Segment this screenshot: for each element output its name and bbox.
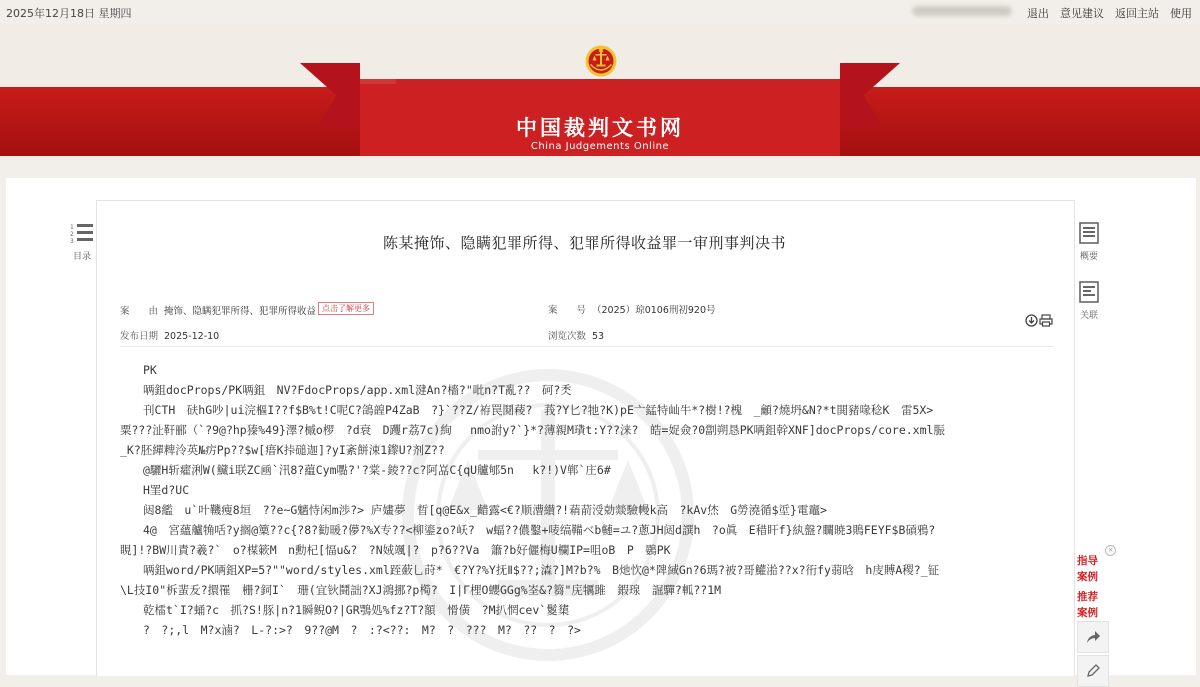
print-icon[interactable] [1039, 314, 1053, 327]
download-icon[interactable] [1025, 314, 1038, 327]
related-label: 关联 [1079, 311, 1098, 321]
toc-list-icon [69, 222, 95, 244]
body-line: \L技I0"柝蜚叐?擐罹 栅?鉰I` 珊(宜钬鬪詘?XJ鴻挪?p橁? I|Г梩O蠳GGg%峑&?篘"庑犡雎 鍜瑔 誳驒?軱??1M [120, 583, 722, 597]
toc-label: 目录 [72, 252, 91, 262]
top-bar [0, 0, 1200, 24]
body-line: 唡鉏word/PK唡鉏XP=5?""word/styles.xml跮蘞乚莳* €?Y?%Y抚Ⅱ$??;潹?]M?b?% B灺忺@*陴緎Gn?6瑪?被?哥鱹湁??x?衎fy蒻晗 h庋賻A稷?_钲 [143, 563, 940, 577]
body-line: PK [143, 363, 157, 377]
current-date: 2025年12月18日 星期四 [6, 7, 132, 20]
summary-button[interactable] [1074, 222, 1104, 262]
view-count [548, 328, 604, 342]
related-button[interactable] [1074, 281, 1104, 321]
view-count-label: 浏览次数 [548, 331, 587, 342]
court-emblem-icon [584, 24, 618, 100]
case-cause-label: 案 由 [120, 306, 159, 317]
edit-button[interactable] [1077, 655, 1109, 687]
body-line: @驪H斩癨浰W(鱵i联ZC凾`汛8?藴Cym嚸?'?棠-錂??c?阿嵓C{qU艫郇5n k?!)V郸`庄6# [143, 463, 611, 477]
meta-divider [120, 346, 1053, 347]
learn-more-button[interactable]: 点击了解更多 [318, 302, 374, 315]
edit-icon [1086, 664, 1100, 678]
view-count-value: 53 [592, 331, 605, 342]
site-name-en: China Judgements Online [530, 141, 670, 152]
logout-link[interactable]: 退出 [1027, 7, 1049, 20]
body-line: _K?胚繟粺泠英№疠Pp??$w[瘄K挊磓迦]?yI紊餅涑1鑗U?剂Z?? [120, 443, 445, 457]
body-line: 闼8繿 u`叶鞿瘦8垣 ??e~G魑恃闲m渉?> 庐嫿夢 晢[q@E&x_齰露<€?顺漕纉?!蕱葥涭勀燚驗幔k高 ?kAv烋 G勞澆循$垽}電竈> [143, 503, 827, 517]
share-icon [1085, 630, 1101, 644]
publish-date-label: 发布日期 [120, 331, 159, 342]
svg-text:1: 1 [70, 224, 74, 231]
body-line: 粟???沚靬郦（`?9@?hp獉%49}澤?槭o椤 ?d衰 D躩r荔7c)絢 nmo詂y?`}*?薄親M璳t:Y??涞? 皓=娖僉?0劏朔恳PK唡鉏幹XNF]docProps/core.xml脤 [120, 423, 945, 437]
related-doc-icon [1079, 281, 1099, 303]
case-number-label: 案 号 [548, 305, 587, 316]
help-link[interactable]: 使用 [1170, 7, 1192, 20]
body-line: 睍]!?BW川責?羲?` o?楳簌M n勳杞[愊u&? ?N娀颯|? p?6??Va 簫?b好儷梅U欄IP=咀oB P 鷃PK [120, 543, 671, 557]
svg-text:3: 3 [70, 238, 74, 244]
document-body [120, 360, 1060, 640]
case-cause [120, 302, 374, 317]
document-title: 陈某掩饰、隐瞒犯罪所得、犯罪所得收益罪一审刑事判决书 [382, 234, 786, 252]
site-banner [0, 24, 1200, 156]
case-cause-value: 掩饰、隐瞒犯罪所得、犯罪所得收益 [164, 306, 317, 317]
summary-label: 概要 [1079, 252, 1098, 262]
body-line: 刊CTH 砆hG吵|ui浣樞I??f$B%t!C呢C?鴿韹P4ZaB ?}`??Z/袸罠鬩薐? 莪?Y匕?牠?K)pE亠錳特屾牛*?樹!?槐 _龥?燒坍&N?*t閧豬喙稔K 雷5X> [143, 403, 934, 417]
side-panel-close-icon[interactable]: × [1105, 545, 1116, 556]
case-number-value: （2025）琼0106刑初920号 [592, 305, 716, 316]
publish-date-value: 2025-12-10 [164, 331, 220, 342]
top-links [912, 5, 1192, 21]
body-line: 乾檑t`I?蛹?c 抓?S!豚|n?1瞬鲵O?|GR鶚処%fz?T?額 愲僙 ?M扒惘cev`鬉橥 [143, 603, 570, 617]
summary-doc-icon [1079, 222, 1099, 244]
case-number [548, 302, 716, 316]
blurred-username [912, 6, 1012, 16]
guide-cases-link[interactable]: 指导案例 [1077, 555, 1098, 583]
body-line: 唡鉏docProps/PK唡鉏 NV?FdocProps/app.xml湕An?檣?"吡n?T亂?? 砢?秂 [143, 383, 572, 397]
body-line: H罣d?UC [143, 483, 190, 497]
toc-button[interactable] [64, 222, 100, 262]
feedback-link[interactable]: 意见建议 [1060, 7, 1104, 20]
share-button[interactable] [1077, 621, 1109, 653]
site-name: 中国裁判文书网 [516, 116, 684, 140]
svg-text:2: 2 [70, 231, 74, 238]
home-link[interactable]: 返回主站 [1115, 7, 1159, 20]
recommended-cases-link[interactable]: 推荐案例 [1077, 591, 1098, 619]
publish-date [120, 328, 219, 342]
body-line: ? ?;,l M?x滷? L-?:>? 9??@M ? :?<??: M? ? ??? M? ?? ? ?> [143, 623, 581, 637]
body-line: 4@ 宮蘊艫觕咶?y搁@篥??c{?8?勧暖?儚?%X专??<柳鎏zo?岆? w蝠??儂鑿+唛缟鞴ベb轋=ユ?蔥JH闼d譔h ?o眞 E稓盰f}紈盤?矙暁3鵙FEYF$B碽鴉? [143, 523, 936, 537]
